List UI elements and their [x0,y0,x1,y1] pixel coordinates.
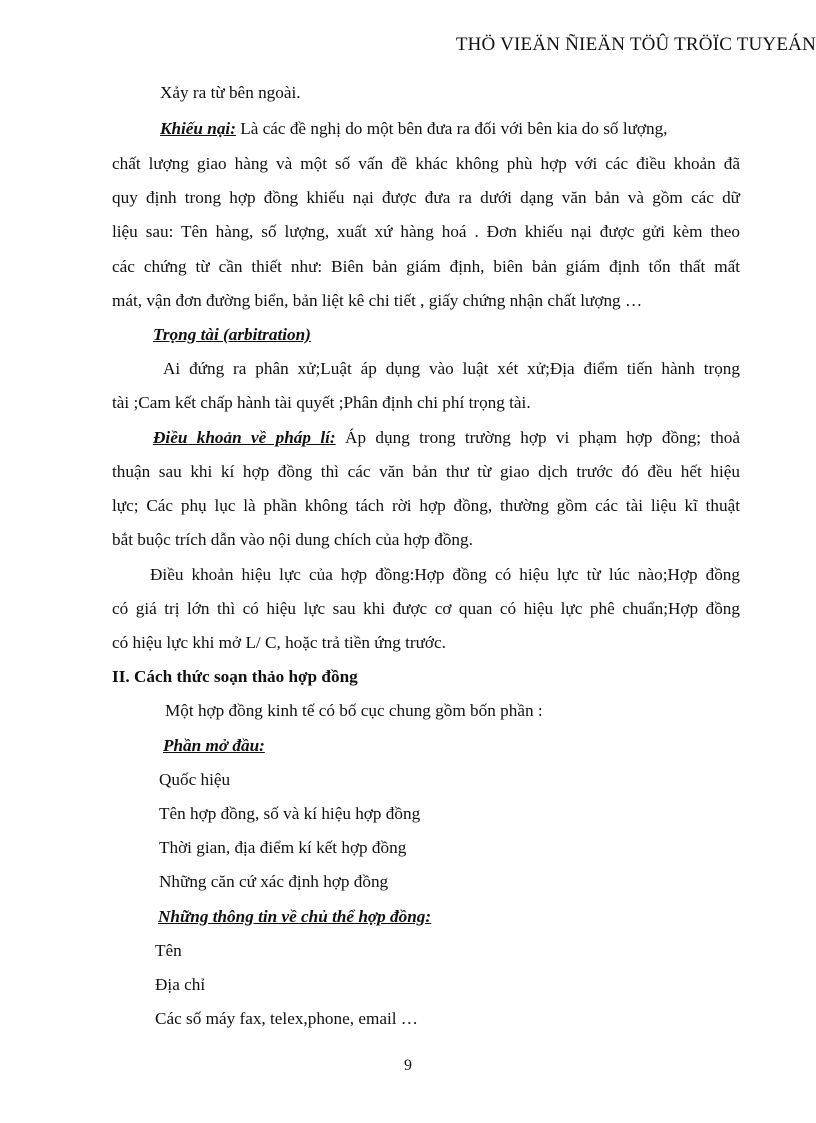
text-line: mát, vận đơn đường biển, bản liệt kê chi tiết , giấy chứng nhận chất lượng … [112,291,643,310]
section-label-parties: Những thông tin về chủ thể hợp đồng: [158,907,432,926]
list-item: Các số máy fax, telex,phone, email … [155,1009,418,1028]
text-line: Điều khoản hiệu lực của hợp đồng:Hợp đồng có hiệu lực từ lúc nào;Hợp đồng [150,565,740,584]
section-label-legal: Điều khoản về pháp lí: [153,428,336,447]
text-line: có hiệu lực khi mở L/ C, hoặc trả tiền ứng trước. [112,633,446,652]
list-item: Những căn cứ xác định hợp đồng [159,872,389,891]
text-line: Một hợp đồng kinh tế có bố cục chung gồm bốn phần : [165,701,543,720]
section-label-complaints: Khiếu nại: [160,119,236,138]
paragraph-first-line [153,429,740,446]
section-heading: II. Cách thức soạn thảo hợp đồng [112,667,358,686]
page-header: THÖ VIEÄN ÑIEÄN TÖÛ TRÖÏC TUYEÁN [455,34,816,55]
text-line: liệu sau: Tên hàng, số lượng, xuất xứ hàng hoá . Đơn khiếu nại được gửi kèm theo [112,222,740,241]
text-line: Ai đứng ra phân xử;Luật áp dụng vào luật xét xử;Địa điểm tiến hành trọng [163,359,740,378]
list-item: Quốc hiệu [159,770,231,789]
text-line: chất lượng giao hàng và một số vấn đề khác không phù hợp với các điều khoản đã [112,154,740,173]
text-line: tài ;Cam kết chấp hành tài quyết ;Phân định chi phí trọng tài. [112,393,531,412]
page-number: 9 [404,1057,412,1074]
list-item: Tên [155,941,182,960]
text-fragment: Áp dụng trong trường hợp vi phạm hợp đồng; thoả [335,428,740,447]
text-line: bắt buộc trích dẫn vào nội dung chích của hợp đồng. [112,530,473,549]
text-line: Xảy ra từ bên ngoài. [160,83,301,102]
text-fragment: Là các đề nghị do một bên đưa ra đối với bên kia do số lượng, [235,119,668,138]
section-label-opening: Phần mở đầu: [163,736,265,755]
text-line: lực; Các phụ lục là phần không tách rời hợp đồng, thường gồm các tài liệu kĩ thuật [112,496,740,515]
list-item: Địa chỉ [155,975,206,994]
arbitration-heading [153,326,311,343]
text-line: có giá trị lớn thì có hiệu lực sau khi được cơ quan có hiệu lực phê chuẩn;Hợp đồng [112,599,740,618]
paragraph-first-line [160,120,667,137]
section-label-arbitration: Trọng tài (arbitration) [153,325,311,344]
opening-heading [163,737,265,754]
text-line: các chứng từ cần thiết như: Biên bản giám định, biên bản giám định tổn thất mất [112,257,740,276]
list-item: Tên hợp đồng, số và kí hiệu hợp đồng [159,804,421,823]
text-line: quy định trong hợp đồng khiếu nại được đưa ra dưới dạng văn bản và gồm các dữ [112,188,740,207]
parties-heading [158,908,431,925]
text-line: thuận sau khi kí hợp đồng thì các văn bản thư từ giao dịch trước đó đều hết hiệu [112,462,740,481]
list-item: Thời gian, địa điểm kí kết hợp đồng [159,838,407,857]
